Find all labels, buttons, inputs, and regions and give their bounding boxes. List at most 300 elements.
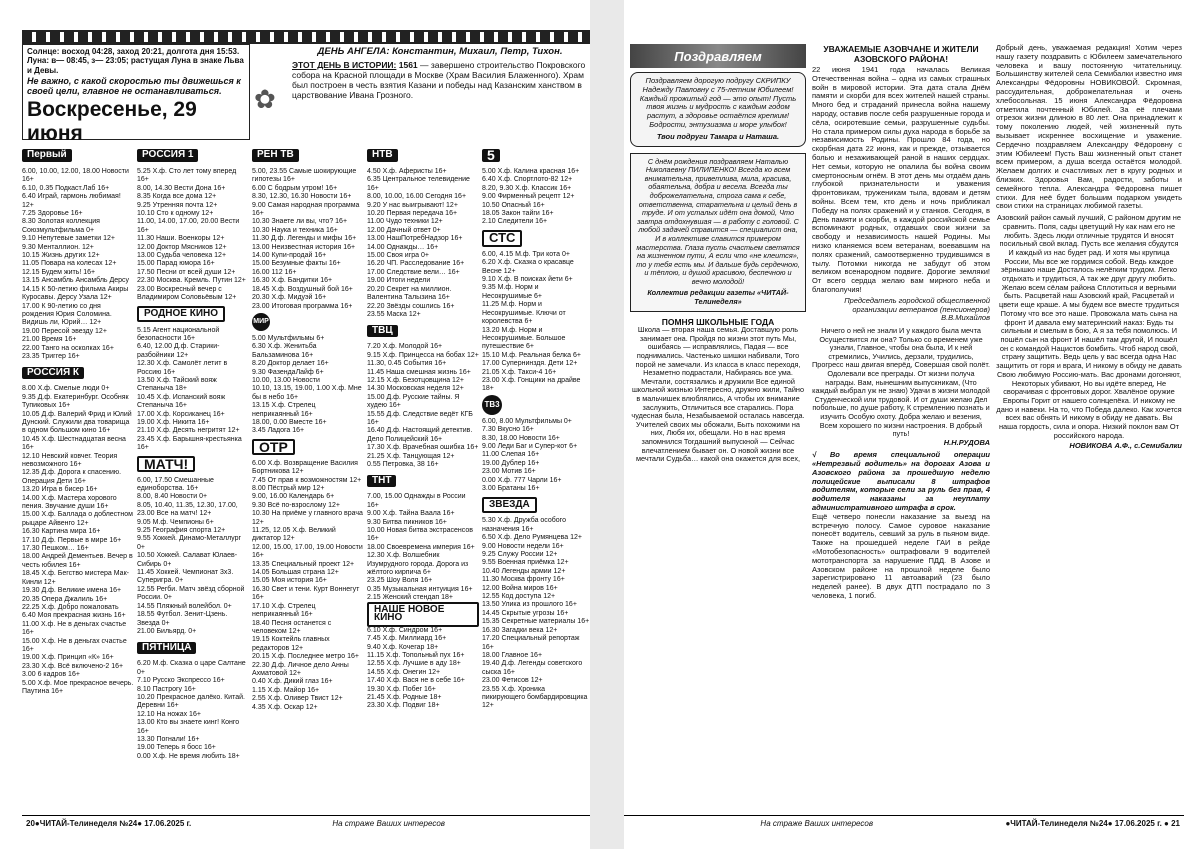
program-item: 14.00 Однажды… 16+: [367, 243, 439, 251]
program-item: 8.30, 12.30, 16.30 Новости 16+: [252, 193, 352, 201]
program-item: 11.00 Чудо техники 12+: [367, 218, 443, 226]
program-item: 8.10 Пастрогу 16+: [137, 685, 196, 693]
program-list: [367, 168, 479, 319]
program-item: 12.35 Д.ф. Дорога к спасению. Операция Дети 16+: [22, 469, 122, 485]
program-item: 21.05 Х.ф. Такси-4 16+: [482, 368, 557, 376]
program-item: 8.00, 14.30 Вести Дона 16+: [137, 184, 226, 192]
history-text: — завершено строительство Покровского собора на Красной площади в Москве (Храм Василия Блаженного). Храм был построен в честь взятия Казани и победы над Казанским ханством в царствование Ивана Грозного.: [292, 60, 586, 100]
channel-logo-mir: МИР: [252, 313, 270, 331]
program-item: 10.00, 13.00 Новости: [252, 376, 320, 384]
program-item: 6.10, 0.35 Подкаст.Лаб 16+: [22, 184, 110, 192]
articles-page: [624, 30, 1184, 830]
history-year: 1561: [398, 60, 418, 70]
program-item: 8.35 Когда все дома 12+: [137, 193, 217, 201]
program-item: 9.05 М.ф. Чемпионы 6+: [137, 518, 214, 526]
program-item: 9.55 Военная приёмка 12+: [482, 559, 569, 567]
program-item: 7.30 Вкусно 16+: [482, 426, 534, 434]
channel-logo-tv3: ТВ3: [482, 395, 502, 415]
program-item: 19.30 Д.ф. Великие имена 16+: [22, 587, 122, 595]
greeting-text: С днём рождения поздравляем Наталью Николаевну ПИЛИПЕНКО! Всегда ко всем внимательна, приветлива, мила, красива, обаятельна, добра и весела. Всегда ты доброжелательна, строга сама к себе, ответственна, старательна и целый день в труде. И от усталых идёт она домой, Что завтра отдохнувшая — в работу с головой. С любой задачей справится — специалист она, И в коллективе славится примером мастерства. Глаза пусть счастьем светятся на жизненном пути, А если что «не клеится», то у тебя есть мы. И дальше будь сердечною, и тёплою, и душой красивою, беспечною и вечно молодой!: [636, 156, 800, 286]
channel-logo-russia-k: РОССИЯ К: [22, 367, 84, 379]
program-item: 8.00, 8.40 Новости 0+: [137, 493, 208, 501]
program-item: 9.30 Всё по-взрослому 12+: [252, 501, 340, 509]
program-item: 10.05 Д.ф. Валерий Фрид и Юлий Дунский. Служили два товарища в одном большом кино 16+: [22, 410, 132, 435]
program-item: 23.35 Триггер 16+: [22, 352, 80, 360]
letter-poem: Азовский район самый лучший, С районом другим не сравнить. Поля, сады цветущий Ну как нам его не любить. Здесь люди отличные трудятся И вносят посильный свой вклад. Пусть все желания сбудутся И каждый из нас будет рад. И хотя мы крупица России, Мы все же гордимся собой. Ведь каждое зёрнышко наше Досталось нелёгким трудом. Легко отдыхать и трудиться, А так же друг другу любить. Желаю всем сёлам района Сплотиться и верными быть. Расцветай наш Азовский край, Расцветай и цвети еще краше. А мы будем все вместе трудиться Потому что все это наше. Провожала мать сына на фронт И давала ему материнский наказ: Будь ты сильным и смелым в бою, А я за тебя помолюсь. И пошёл сын на фронт И нашёл там другой, И пошёл он с командой Нацистов бомбить. Чтоб народ свой, страну защитить. Ведь цель у вас всегда одна Нас защитить от горя и врага, И никому в обиду не давать Свою любимую Россию-мать. Вас дронами догоняют, Некоторых убивают, Но вы идёте вперед, Не сворачивая с фронтовых дорог. Хвалёное оружие Европы Горит от нашего солнцепёка. И никому не дано и навеки. На то, что Победа далеко. Как хочется всех вас обнять И никому в обиду не давать. Вы наша гордость, сила и опора. Низкий поклон вам От российского народа.: [996, 213, 1182, 440]
program-item: 10.20 Первая передача 16+: [367, 210, 458, 218]
page-footer: [22, 815, 590, 830]
program-item: 11.15 Х.ф. Топольный пух 16+: [367, 651, 465, 659]
program-item: 3.00 Братаны 16+: [482, 485, 540, 492]
program-item: 12.30 Х.ф. Самолёт летит в Россию 16+: [137, 360, 228, 376]
program-item: 7.45 От прав к возможностям 12+: [252, 476, 362, 484]
program-item: 22.00 Танго на осколках 16+: [22, 344, 114, 352]
date-heading: Воскресенье, 29 июня: [27, 98, 197, 146]
program-item: 19.00 Х.ф. Принцип «К» 16+: [22, 654, 114, 662]
program-item: 19.00 Х.ф. Никита 16+: [137, 418, 210, 426]
footer-slogan: На страже Ваших интересов: [332, 818, 445, 828]
program-item: 23.55 Маска 12+: [367, 310, 421, 318]
program-item: 6.40 Моя прекрасная жизнь 16+: [22, 612, 126, 620]
channel-logo-otr: ОТР: [252, 439, 295, 455]
program-item: 10.10, 13.15, 19.00, 1.00 Х.ф. Мне бы в небо 16+: [252, 385, 362, 401]
program-item: 9.25 Служу России 12+: [482, 551, 558, 559]
program-item: 23.00 Итоговая программа 16+: [252, 302, 353, 310]
program-item: 6.20 Х.ф. Сказка о красавце Весне 12+: [482, 259, 574, 275]
program-item: 6.10 Х.ф. Синдром 16+: [367, 626, 443, 634]
channel-column-4: [367, 144, 479, 814]
program-item: 8.30 Золотая коллекция Союзмультфильма 0+: [22, 218, 100, 234]
greeting-signature: Твои подруги Тамара и Наташа.: [656, 131, 780, 141]
program-item: 15.00 Безумные факты 16+: [252, 260, 341, 268]
program-item: 8.00 Пёстрый мир 12+: [252, 485, 325, 492]
program-item: 13.35 Специальный проект 12+: [252, 560, 355, 568]
program-item: 10.45 Х.ф. Испанский вояж Степаныча 16+: [137, 393, 226, 410]
program-item: 7.00, 15.00 Однажды в России 16+: [367, 493, 466, 509]
program-item: 9.10 Непутевые заметки 12+: [22, 235, 115, 243]
program-item: 11.00 Х.ф. Не в деньгах счастье 16+: [22, 620, 127, 637]
program-list: [252, 168, 364, 311]
program-list: [137, 168, 249, 303]
program-item: 17.10 Х.ф. Стрелец неприкаянный 16+: [252, 602, 316, 619]
program-item: 11.00 Слепая 16+: [482, 451, 540, 459]
program-list: [137, 327, 249, 453]
channel-logo-tnt: ТНТ: [367, 475, 396, 487]
program-item: 5.00 Х.ф. Мое прекрасное вечерь. Паутина 16+: [22, 679, 134, 695]
channel-logo-zvezda: ЗВЕЗДА: [482, 497, 537, 513]
program-item: 8.05, 10.40, 11.35, 12.30, 17.00, 23.00 Все на матч! 12+: [137, 501, 238, 518]
channel-column-5: [482, 144, 590, 814]
program-item: 23.30 Х.ф. Подвиг 18+: [367, 702, 440, 710]
program-item: 19.00 Итоги недели: [367, 277, 431, 285]
program-item: 11.30 Наши. Военкоры 12+: [137, 235, 225, 243]
program-item: 5.00 Х.ф. Калина красная 16+: [482, 168, 580, 175]
program-item: 23.30 Х.ф. Вcё включено-2 16+: [22, 662, 124, 670]
program-item: 9.10 Х.ф. В поисках йети 6+: [482, 276, 573, 284]
program-item: 17.40 Х.ф. Вася не в себе 16+: [367, 677, 465, 685]
program-item: 10.10 Сто к одному 12+: [137, 210, 214, 218]
program-item: 7.25 Здоровье 16+: [22, 210, 83, 218]
program-item: 17.00 Супернинздя. Дети 12+: [482, 360, 578, 368]
program-item: 6.40, 12.00 Д.ф. Старики-разбойники 12+: [137, 343, 220, 359]
program-item: 7.20 Х.ф. Молодой 16+: [367, 343, 443, 351]
program-item: 17.20 Специальный репортаж 16+: [482, 635, 580, 651]
program-item: 15.00 Х.ф. Не в деньгах счастье 16+: [22, 637, 127, 653]
program-item: 9.25 Утренняя почта 12+: [137, 201, 218, 209]
article-traffic-text: Ещё четверо понесли наказание за выезд на встречную полосу. Самое суровое наказание понесёт водитель, севший за руль в пьяном виде. Также на прошедшей неделе ГАИ в рейде «Мотобезопасность» оштрафовали 9 водителей мототранспорта за нарушение ПДД. В Азове и Азовском районе на прошлой неделе было зарегистрировано 11 автоаварий (23 было неделей ранее). В двух ДТП пострадало по 3 человека, 1 погиб.: [812, 511, 990, 600]
program-item: 14.00 Х.ф. Мастера хорового пения. Звучание души 16+: [22, 494, 117, 511]
program-item: 23.00 Воскресный вечер с Владимиром Соловьёвым 12+: [137, 285, 237, 302]
program-item: 0.00 Х.ф. Не время любить 18+: [137, 752, 240, 760]
angel-day: ДЕНЬ АНГЕЛА: Константин, Михаил, Петр, Тихон.: [317, 46, 563, 57]
program-item: 11.25, 12.05 Х.ф. Великий диктатор 12+: [252, 527, 336, 543]
program-list: [367, 343, 479, 469]
program-item: 14.55 Х.ф. Онегин 12+: [367, 668, 441, 676]
program-item: 16.30 Загадки века 12+: [482, 626, 558, 634]
channel-logo-ren: РЕН ТВ: [252, 149, 299, 161]
program-item: 14.45 Скрытые угрозы 16+: [482, 609, 569, 617]
program-item: 3.45 Ладога 16+: [252, 427, 305, 435]
program-item: 15.35 Секретные материалы 16+: [482, 618, 590, 626]
program-item: 8.00 Х.ф. Смелые люди 0+: [22, 385, 110, 393]
poem-title: ПОМНЯ ШКОЛЬНЫЕ ГОДА: [661, 316, 775, 327]
program-item: 15.00 Парад юмора 16+: [137, 260, 215, 268]
program-item: 13.00 НашПотребНадзор 16+: [367, 235, 463, 243]
program-item: 9.00 Новости недели 16+: [482, 542, 564, 550]
program-item: 13.15 Ансамбль Ансамбль Дерсу: [22, 277, 130, 285]
program-list: [482, 251, 590, 394]
program-list: [482, 418, 590, 494]
program-item: 12.10 Невский ковчег. Теория невозможного 16+: [22, 452, 118, 468]
program-item: 3.00 6 кадров 16+: [22, 671, 80, 679]
program-item: 12.00, 15.00, 17.00, 19.00 Новости 16+: [252, 543, 363, 560]
program-item: 15.00 Своя игра 0+: [367, 252, 429, 260]
program-item: 20.30 Х.ф. Мидуэй 16+: [252, 294, 327, 302]
program-item: 11.05 Повара на колесах 12+: [22, 260, 117, 268]
program-item: 10.30 Наука и техника 16+: [252, 226, 338, 234]
program-item: 10.50 Опасный 16+: [482, 201, 545, 209]
program-item: 17.30 Х.ф. Врачебная ошибка 16+: [367, 444, 479, 452]
program-item: 9.40 Х.ф. Кочегар 18+: [367, 643, 439, 651]
greeting-card-2: [630, 153, 806, 312]
history-block: [292, 46, 588, 100]
program-item: 0.40 Х.ф. Дикий глаз 16+: [252, 678, 333, 686]
program-item: 18.45 Х.ф. Бегство мистера Мак-Кинли 12+: [22, 570, 129, 586]
program-item: 6.00, 10.00, 12.00, 18.00 Новости 16+: [22, 168, 129, 184]
right-column: [996, 44, 1182, 814]
program-item: 6.30 Х.ф. Женитьба Бальзаминова 16+: [252, 343, 317, 359]
footer-slogan: На страже Ваших интересов: [760, 818, 874, 828]
program-item: 13.30 Погнали! 16+: [137, 735, 200, 743]
moon-info: Луна: в— 08:45, з— 23:05; растущая Луна в знаке Льва и Девы.: [27, 56, 244, 75]
program-item: 9.25 География спорта 12+: [137, 527, 226, 535]
program-item: 18.00 Своевремена империя 16+: [367, 543, 475, 551]
program-item: 5.15 Агент национальной безопасности 16+: [137, 326, 220, 342]
program-item: 17.30 Пешком… 16+: [22, 545, 89, 553]
program-list: [252, 460, 364, 712]
program-item: 6.00 С бодрым утром! 16+: [252, 184, 338, 192]
program-item: 9.35 Д.ф. Екатеринбург. Особняк Тупиковых 16+: [22, 393, 129, 410]
program-item: 8.30, 18.00 Новости 16+: [482, 434, 560, 442]
program-item: 12.15 Х.ф. Безотцовщина 12+: [367, 376, 464, 384]
letter-signature: НОВИКОВА А.Ф., с.Семибалки: [1069, 441, 1182, 451]
program-item: 21.10 Х.ф. Десять негритят 12+: [137, 427, 240, 435]
poem-school: [630, 318, 806, 464]
article-veterans-title: УВАЖАЕМЫЕ АЗОВЧАНЕ И ЖИТЕЛИ АЗОВСКОГО РАЙОНА!: [823, 44, 979, 64]
program-item: 11.00, 14.00, 17.00, 20.00 Вести 16+: [137, 218, 240, 234]
program-item: 6.00, 4.15 М.ф. Три кота 0+: [482, 250, 570, 258]
channel-logo-match: МАТЧ!: [137, 456, 195, 472]
program-item: 20.20 Секрет на миллион. Валентина Талызина 16+: [367, 285, 452, 302]
program-item: 16.00 112 16+: [252, 268, 297, 276]
tv-guide-page: [22, 30, 590, 830]
program-item: 11.30 Москва фронту 16+: [482, 576, 565, 584]
program-item: 17.00 К 90-летию со дня рождения Юрия Соломина. Видишь ли, Юрий… 12+: [22, 302, 112, 327]
program-list: [22, 385, 134, 696]
channel-logo-5: 5: [482, 149, 500, 161]
program-item: 18.00 Андрей Дементьев. Вечер в честь юбилея 16+: [22, 553, 133, 569]
program-item: 13.50 Улика из прошлого 16+: [482, 601, 577, 609]
program-item: 0.00 Х.ф. 777 Чарли 16+: [482, 476, 562, 484]
filmstrip-top: [22, 30, 590, 44]
program-item: 9.55 Хоккей. Динамо-Металлург 0+: [137, 535, 242, 551]
program-item: 12.55 Код доступа 12+: [482, 593, 556, 601]
program-item: 20.35 Опера Джалиль 16+: [22, 595, 108, 603]
program-item: 23.00 Фетисов 12+: [482, 677, 543, 685]
program-item: 6.35 Центральное телевидение 16+: [367, 176, 470, 192]
program-item: 11.30 Д.ф. Легенды и мифы 16+: [252, 235, 357, 243]
program-item: 13.00 Судьба человека 12+: [137, 252, 227, 260]
program-item: 11.25 М.ф. Норм и Несокрушимые. Ключи от королевства 6+: [482, 301, 566, 326]
program-list: [137, 660, 249, 761]
program-item: 12.55 Регби. Матч звёзд сборной России. 0+: [137, 585, 245, 602]
article-veterans-text: 22 июня 1941 года началась Великая Отечественная война – одна из самых страшных войн в мировой истории. Эта дата стала Днём памяти и скорби для всех жителей нашей страны. Много бед и страданий принесла война нашему народу, оставив после себя разрушенные города и сёла, осиротевшие семьи, разрушенные судьбы. Но стала примером силы духа народа в борьбе за независимость Родины. Прошло 84 года, но скорбная дата 22 июня, как и прежде, отзывается болью и незаживающей раной в наших сердцах. Нет семьи, которую не опалила бы война своим смертоносным огнём. В этот день мы отдаём дань глубокой признательности и уважения фронтовикам, труженикам тыла, вдовам и детям войны. Всем тем, кто день и ночь приближал Победу на полях сражений и у станков. Сегодня, в День памяти и скорби, в каждой российской семье вспоминают родных, отдавших свои жизни за свободу и независимость нашей Родины. Мы низко кланяемся всем ветеранам, воевавшим на полях сражений, самоотверженно трудившимся в тылу. Потомки никогда не забудут об этом великом всенародном подвиге. Дорогие земляки! От всего сердца желаю вам мирного неба и благополучия!: [812, 65, 990, 294]
channel-logo-first: Первый: [22, 149, 72, 161]
program-item: 6.20 М.ф. Сказка о царе Салтане 0+: [137, 660, 246, 676]
program-item: 2.55 Х.ф. Оливер Твист 12+: [252, 695, 343, 703]
program-item: 9.00 Х.ф. Тайна Ваала 16+: [367, 510, 455, 518]
program-item: 22.30 Д.ф. Личное дело Анны Ахматовой 12+: [252, 661, 349, 677]
program-item: 6.40 Х.ф. Спортлото-82 12+: [482, 176, 573, 184]
program-list: [22, 168, 134, 361]
program-item: 16.30 Картина мира 16+: [22, 528, 101, 536]
program-item: 12.00 Дачный ответ 0+: [367, 226, 441, 234]
program-item: 14.05 Большая страна 12+: [252, 569, 339, 577]
program-item: 22.20 Звёзды сошлись 16+: [367, 302, 455, 310]
program-item: 17.50 Песни от всей души 12+: [137, 268, 236, 276]
program-item: 23.00 Мотив 16+: [482, 468, 536, 476]
program-item: 6.40 Играй, гармонь любимая! 12+: [22, 193, 121, 209]
program-item: 5.25 Х.ф. Сто лет тому вперед 16+: [137, 168, 237, 184]
program-item: 23.25 Шоу Воля 16+: [367, 577, 433, 585]
middle-column: [812, 44, 990, 814]
program-item: 16.40 Д.ф. Настоящий детектив. Дело Полицейский 16+: [367, 427, 473, 443]
program-item: 11.45 Хоккей. Чемпионат 3х3. Суперигра. 0+: [137, 569, 234, 585]
program-item: 13.20 М.ф. Норм и Несокрушимые. Большое путешествие 6+: [482, 326, 566, 351]
program-item: 14.30 Московская неделя 12+: [367, 385, 464, 393]
channel-column-1: [22, 144, 134, 814]
program-item: 16.30 Свет и тени. Курт Воннегут 16+: [252, 585, 360, 602]
program-item: 10.15 Жизнь других 12+: [22, 252, 100, 260]
program-list: [367, 493, 479, 602]
program-item: 15.00 Д.ф. Русские тайны. Я худею 16+: [367, 393, 460, 410]
poem-author: Н.Н.РУДОВА: [943, 437, 990, 447]
program-item: 10.20 Прекрасное далёко. Китай. Деревни 16+: [137, 693, 245, 710]
program-item: 8.20, 9.30 Х.ф. Классик 16+: [482, 184, 572, 192]
program-item: 2.10 Следители 16+: [482, 218, 548, 226]
program-item: 9.00, 16.00 Календарь 6+: [252, 493, 335, 501]
program-item: 19.40 Д.ф. Легенды советского сыска 16+: [482, 660, 583, 676]
program-item: 6.00, 17.50 Смешанные единоборства. 16+: [137, 476, 214, 492]
program-item: 17.10 Д.ф. Первые в мире 16+: [22, 536, 122, 544]
program-item: 10.30 Знаете ли вы, что? 16+: [252, 218, 348, 226]
program-item: 23.55 Х.ф. Хроника пикирующего бомбардировщика 12+: [482, 685, 588, 710]
program-item: 12.00 Война миров 16+: [482, 584, 558, 592]
page-gutter: [590, 0, 624, 849]
channel-column-3: [252, 144, 364, 814]
program-item: 23.45 Х.ф. Барышня-крестьянка 16+: [137, 435, 242, 452]
flower-icon: ✿: [254, 84, 276, 114]
channel-logo-nashe-novoe-kino: НАШЕ НОВОЕ КИНО: [367, 602, 479, 627]
poem-text: Школа — вторая наша семья. Доставшую роль занимает она. Пройдя по жизни этот путь Мы, ошибаясь — исправлялись, Падая — все поднимались. Частенько шишки набивали, Того порой не замечали. Из класса в класс переходя, Незаметно подрастали, Набираясь все ума. Мечтали, состязались и дружили Все единой школьной жизнью Интересно, дружно жили, Тайно в мальчишек влюблялись, А чтобы их внимание заслужить, Отличиться все старались. Пора чудесная была, Незабываемой осталась навсегда. Учителей своих мы обожали, Быть похожими на них, Любя их, обещали. Но в нас время запомнился Тогдашний выпускной — Сейчас влечатлением бывает он. О новой жизни все мечтали Судьба… какой она окажется для всех,: [631, 325, 805, 464]
article-traffic-title: √ Во время специальной операции «Нетрезвый водитель» на дорогах Азова и Азовского района за прошедшую неделю полицейские выписали 8 штрафов водителям, которые сели за руль без прав, 4 водителя наказаны за неуплату административного штрафа в срок.: [812, 450, 990, 513]
program-list: [482, 517, 590, 710]
program-item: 19.00 Теперь я босс 16+: [137, 744, 216, 752]
letter-text: Добрый день, уважаемая редакция! Хотим через нашу газету поздравить с Юбилеем замечательного человека и вашу постоянную читательницу. Большинству жителей села Семибалки известно имя Александры Фёдоровны НОВИКОВОЙ. Скромная, рассудительная, доброжелательная и очень хлебосольная. 15 июня Александра Фёдоровна отметила почтенный Юбилей. За её плечами отрезок жизни длиною в 80 лет. Она принадлежит к тому поколению людей, чей жизненный путь вызывает искреннее восхищение и уважение. Сердечно поздравляем Александру Фёдоровну с этим Юбилеем! Пусть Ваш жизненный опыт станет всем примером, а душа всегда остаётся молодой. Желаем долгих и счастливых лет в кругу родных и близких. Здоровья Вам, радости, заботы и семейного тепла. Александра Фёдоровна пишет стихи. Для неё будет большим подарком увидеть свои стихи на страницах любимой газеты.: [996, 44, 1182, 211]
program-list: [367, 627, 479, 711]
program-item: 23.00 Х.ф. Гонщики на драйве 18+: [482, 376, 581, 393]
program-item: 12.55 Х.ф. Лучшие в аду 18+: [367, 660, 461, 668]
channel-logo-pyatnitsa: ПЯТНИЦА: [137, 642, 196, 654]
program-item: 15.10 М.ф. Реальная белка 6+: [482, 351, 581, 359]
program-item: 5.30 Х.ф. Дружба особого назначения 16+: [482, 517, 566, 533]
header-info-box: [22, 44, 250, 146]
program-item: 9.00 Леди Баг и Супер-кот 6+: [482, 442, 578, 450]
program-item: 6.50 Х.ф. Дело Румянцева 12+: [482, 534, 582, 542]
program-item: 8.00, 10.00, 16.00 Сегодня 16+: [367, 193, 467, 201]
program-item: 16.20 ЧП. Расследование 16+: [367, 260, 465, 268]
program-item: 9.20 У нас выигрывают! 12+: [367, 201, 458, 209]
program-item: 11.30, 0.45 События 16+: [367, 360, 447, 368]
program-item: 0.35 Музыкальная интуиция 16+: [367, 585, 473, 593]
program-item: 15.00 Х.ф. Баллада о доблестном рыцаре Айвенго 12+: [22, 511, 133, 527]
program-item: 9.30 Менталлион. 12+: [22, 243, 94, 251]
program-item: 19.00 Пересой эвезду 12+: [22, 327, 107, 335]
page-footer: [624, 815, 1184, 830]
channel-logo-rodnoe-kino: РОДНОЕ КИНО: [137, 306, 225, 322]
program-item: 14.00 Купи-продай 16+: [252, 252, 327, 260]
program-item: 17.00 Следствие вели… 16+: [367, 268, 460, 276]
program-list: [482, 168, 590, 227]
channel-logo-russia-1: РОССИЯ 1: [137, 149, 198, 161]
program-item: 13.00 Кто вы знаете кинг! Конго 16+: [137, 719, 240, 735]
program-item: 14.15 К 50-летию фильма Акиры Куросавы. Дерсу Узала 12+: [22, 285, 129, 302]
program-item: 2.15 Женский стендап 18+: [367, 594, 454, 602]
program-item: 10.40 Легенды армии 12+: [482, 567, 566, 575]
program-item: 13.20 Игра в бисер 16+: [22, 486, 98, 494]
program-item: 10.00 Новая битва экстрасенсов 16+: [367, 527, 473, 543]
program-item: 9.00 Фирменный рецепт 12+: [482, 193, 575, 201]
program-list: [137, 477, 249, 637]
program-item: 6.00 Х.ф. Возвращение Василия Бортникова 12+: [252, 459, 358, 476]
program-item: 18.40 Песня останется с человеком 12+: [252, 619, 332, 635]
program-item: 9.00 Самая народная программа 16+: [252, 201, 360, 218]
program-item: 9.30 ФазендаЛайф 6+: [252, 368, 324, 376]
greeting-text: Поздравляем дорогую подругу СКРИПКУ Надежду Павловну с 75-летним Юбилеем! Каждый прожитый год — это опыт! Пусть твоя жизнь и мудрость с каждым годом растут, а здоровье остаётся крепким! Бодрости, энтузиазма и море улыбок!: [639, 76, 797, 129]
greetings-banner: Поздравляем: [630, 44, 806, 68]
greeting-card-1: [630, 72, 806, 147]
program-item: 13.15 Х.ф. Стрелец неприкаянный 16+: [252, 402, 316, 418]
program-item: 12.30 Х.ф. Волшебник Изумрудного города. Дорога из жёлтого кирпича 6+: [367, 552, 469, 577]
program-item: 18.05 Закон тайги 16+: [482, 210, 554, 218]
program-item: 17.00 Х.ф. Корсиканец 16+: [137, 410, 225, 418]
program-item: 5.00 Мультфильмы 6+: [252, 334, 325, 342]
program-item: 18.55 Футбол. Зенит-Цзень. Звезда 0+: [137, 611, 228, 627]
history-label: ЭТОТ ДЕНЬ В ИСТОРИИ:: [292, 60, 397, 70]
program-item: 9.30 Битва пикников 16+: [367, 518, 447, 526]
program-item: 16.30 Х.ф. Бандитки 16+: [252, 277, 333, 285]
channel-logo-ntv: НТВ: [367, 149, 398, 161]
program-item: 5.00, 23.55 Самые шокирующие гипотезы 16+: [252, 168, 357, 184]
program-list: [252, 335, 364, 436]
program-item: 15.05 Моя история 16+: [252, 577, 327, 585]
program-item: 10.50 Хоккей. Салават Юлаев-Сибирь 0+: [137, 552, 238, 568]
channel-logo-tvc: ТВЦ: [367, 325, 398, 337]
footer-issue: 20●ЧИТАЙ-Телинеделя №24● 17.06.2025 г.: [26, 818, 192, 828]
channel-logo-sts: СТС: [482, 230, 522, 246]
program-item: 15.55 Д.ф. Следствие ведёт КГБ 16+: [367, 410, 473, 426]
article-veterans-signature: Председатель городской общественной организации ветеранов (пенсионеров) В.В.Михайлов: [844, 295, 990, 323]
program-item: 21.45 Х.ф. Родные 18+: [367, 693, 442, 701]
program-item: 7.45 Х.ф. Миллиард 16+: [367, 635, 447, 643]
program-item: 0.55 Петровка, 38 16+: [367, 461, 439, 468]
program-item: 19.15 Коктейль главных редакторов 12+: [252, 636, 330, 652]
program-item: 18.00 Главное 16+: [482, 651, 543, 659]
program-item: 21.25 Х.ф. Танцующая 12+: [367, 452, 455, 460]
greetings-column: [630, 44, 806, 814]
footer-issue: ●ЧИТАЙ-Телинеделя №24● 17.06.2025 г. ● 21: [1005, 818, 1180, 828]
program-item: 4.50 Х.ф. Аферисты 16+: [367, 168, 447, 175]
program-item: 14.55 Пляжный волейбол. 0+: [137, 602, 232, 610]
program-item: 9.15 Х.ф. Принцесса на бобах 12+: [367, 351, 479, 359]
program-item: 18.45 Х.ф. Воздушный бой 16+: [252, 285, 353, 293]
program-item: 19.30 Х.ф. Побег 16+: [367, 685, 436, 693]
program-item: 12.00 Доктор Мясников 12+: [137, 243, 227, 251]
program-item: 19.00 Дублер 16+: [482, 459, 540, 467]
poem-graduates: Ничего о ней не знали И у каждого была мечта Осуществится ли она? Только со временем уже узнали, Главное, чтобы она была, И к ней стремились, Учились, дерзали, трудились, Прогресс наш двигая вперёд, Совершая свой полёт. Одолевали все преграды. От жизни получа награды. Вам, нынешним выпускникам, (Что каждый выбрал уж не знаю) Удачи в жизни молодой Студенческой или трудовой. И от души желаю Дел побольше, по душе работу, К стремлению познать и изучить Особую охоту. Добра желаю и везения, Всем хорошего по жизни настроения. В добрый путь!: [812, 326, 990, 439]
program-item: 13.00 Неизвестная история 16+: [252, 243, 356, 251]
program-item: 22.25 Х.ф. Добро пожаловать: [22, 603, 119, 611]
program-item: 21.00 Бильярд. 0+: [137, 627, 197, 635]
channel-column-2: [137, 144, 249, 814]
program-item: 21.00 Время 16+: [22, 336, 77, 344]
program-item: 4.35 Х.ф. Оскар 12+: [252, 703, 318, 711]
program-item: 7.10 Русско Экспрессо 16+: [137, 677, 225, 685]
program-item: 13.50 Х.ф. Тайский вояж Степаныча 18+: [137, 376, 217, 393]
greeting-signature: Коллектив редакции газеты «ЧИТАЙ-Телинеделя»: [647, 288, 789, 307]
program-item: 10.45 Х.ф. Шестнадцатая весна 16+: [22, 435, 126, 452]
program-item: 22.30 Москва. Кремль. Путин 12+: [137, 277, 246, 285]
program-item: 11.45 Наша смешная жизнь 16+: [367, 368, 471, 376]
program-item: 12.15 Будем жить! 16+: [22, 268, 96, 276]
program-item: 18.00, 0.00 Вместе 16+: [252, 418, 327, 426]
motto: Не важно, с какой скоростью ты движешься к своей цели, главное не останавливаться.: [27, 76, 241, 97]
program-item: 10.30 На приёме у главного врача 12+: [252, 510, 363, 526]
program-item: 12.10 На ножах 16+: [137, 710, 201, 718]
sun-info: Солнце: восход 04:28, заход 20:21, долгота дня 15:53.: [27, 47, 240, 56]
program-item: 20.15 Х.ф. Последнее метро 16+: [252, 653, 359, 661]
program-item: 1.15 Х.ф. Майор 16+: [252, 686, 320, 694]
